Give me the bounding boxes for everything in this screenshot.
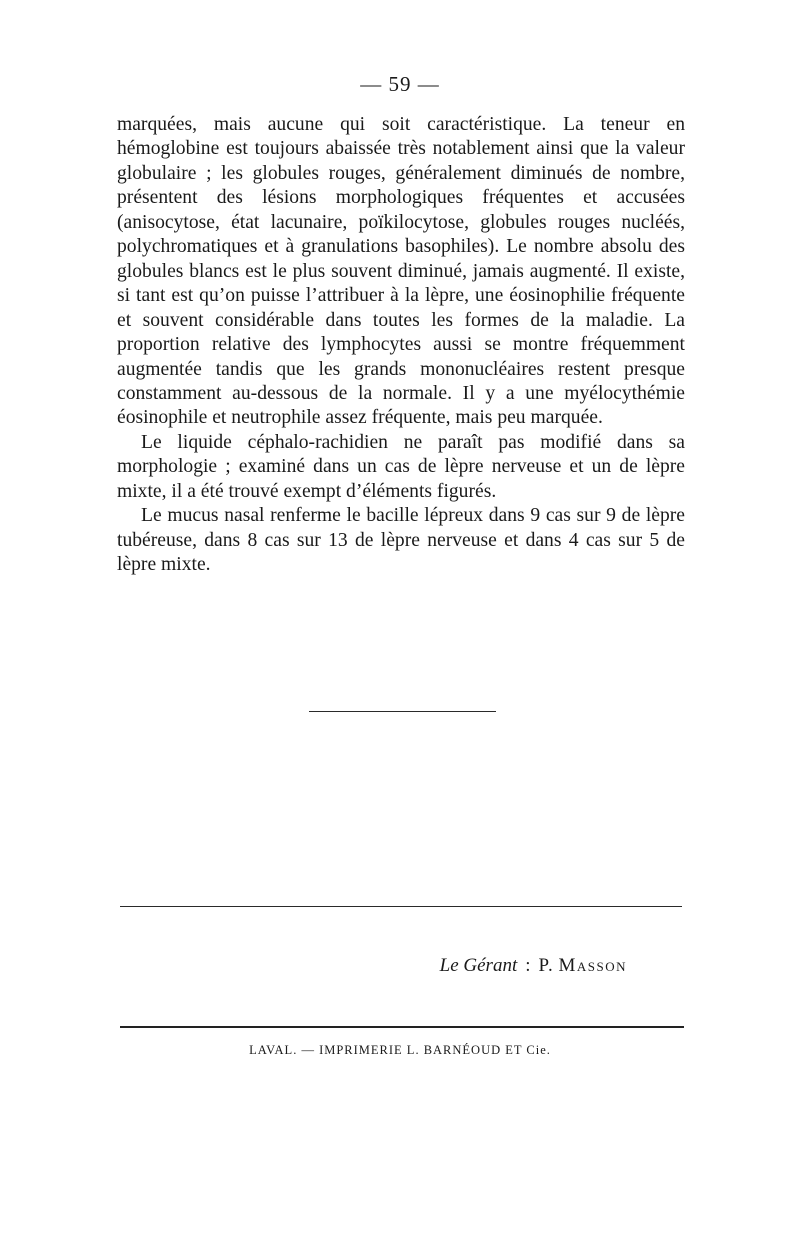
signature-separator: : [525, 955, 531, 976]
manager-signature [300, 955, 627, 977]
paragraph-nasal-mucus: Le mucus nasal renferme le bacille lépreux dans 9 cas sur 9 de lèpre tubéreuse, dans 8 cas sur 13 de lèpre nerveuse et dans 4 cas sur 5 de lèpre mixte. [117, 505, 685, 576]
end-of-text-rule [309, 711, 496, 712]
paragraph-cerebrospinal-fluid: Le liquide céphalo-rachidien ne paraît pas modifié dans sa morphologie ; examiné dans un cas de lèpre nerveuse et un de lèpre mixte, il a été trouvé exempt d’éléments figurés. [117, 431, 685, 502]
signature-initial: P. [538, 955, 554, 976]
page-number: — 59 — [360, 72, 440, 96]
imprint-top-rule [120, 1026, 684, 1028]
signature-role: Le Gérant [439, 955, 518, 976]
printer-imprint: LAVAL. — IMPRIMERIE L. BARNÉOUD ET Cie. [249, 1043, 551, 1057]
signature-top-rule [120, 906, 682, 907]
paragraph-blood-findings: marquées, mais aucune qui soit caractéristique. La teneur en hémoglobine est toujours abaissée très notablement ainsi que la valeur globulaire ; les globules rouges, généralement diminués de nombre, présentent des lésions morphologiques fréquentes et accusées (anisocytose, état lacunaire, poïkilocytose, globules rouges nucléés, polychromatiques et à granulations basophiles). Le nombre absolu des globules blancs est le plus souvent diminué, jamais augmenté. Il existe, si tant est qu’on puisse l’attribuer à la lèpre, une éosinophilie fréquente et souvent considérable dans toutes les formes de la maladie. La proportion relative des lymphocytes aussi se montre fréquemment augmentée tandis que les grands mononucléaires restent presque constamment au-dessous de la normale. Il y a une myélocythémie éosinophile et neutrophile assez fréquente, mais peu marquée. [117, 114, 685, 429]
body-text [117, 113, 685, 578]
signature-surname: Masson [558, 955, 627, 976]
